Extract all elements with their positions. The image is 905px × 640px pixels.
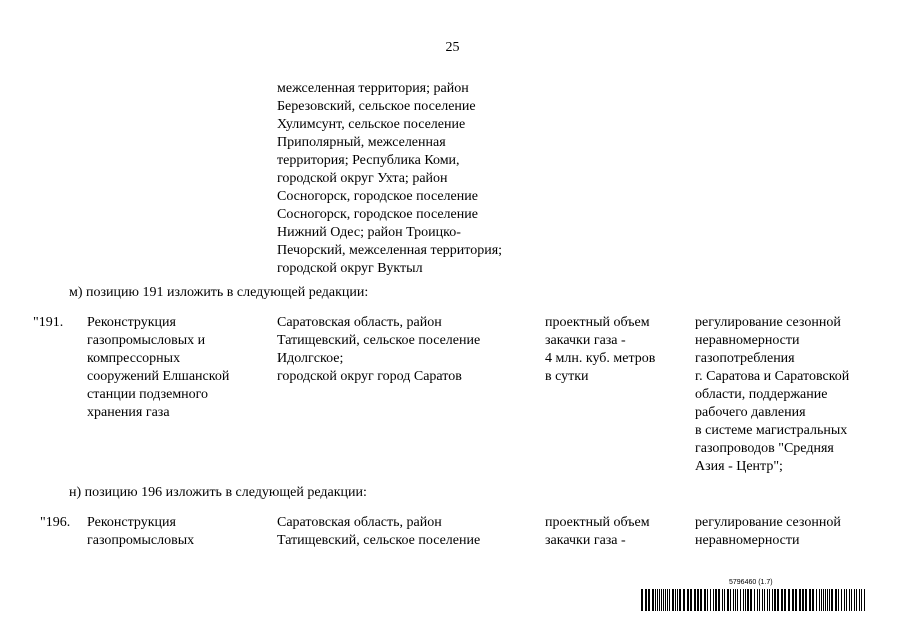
- text-line: компрессорных: [87, 351, 181, 366]
- text-line: закачки газа -: [545, 333, 626, 348]
- text-line: в системе магистральных: [695, 423, 848, 438]
- text-line: области, поддержание: [695, 387, 828, 402]
- text-line: Реконструкция: [87, 515, 176, 530]
- text-line: газопотребления: [695, 351, 795, 366]
- text-line: городской округ Ухта; район: [277, 171, 448, 186]
- text-line: газопромысловых и: [87, 333, 206, 348]
- barcode-image: [641, 589, 867, 611]
- text-line: межселенная территория; район: [277, 81, 469, 96]
- row-196-purpose: [695, 514, 841, 550]
- text-line: хранения газа: [87, 405, 170, 420]
- row-196-capacity: [545, 514, 650, 550]
- instruction-n: н) позицию 196 изложить в следующей редакции:: [69, 485, 367, 500]
- text-line: Саратовская область, район: [277, 515, 442, 530]
- text-line: 4 млн. куб. метров: [545, 351, 656, 366]
- row-191-location: [277, 314, 480, 386]
- text-line: станции подземного: [87, 387, 209, 402]
- text-line: проектный объем: [545, 315, 650, 330]
- text-line: неравномерности: [695, 533, 800, 548]
- row-191-number: "191.: [33, 315, 64, 330]
- text-line: регулирование сезонной: [695, 515, 841, 530]
- text-line: городской округ город Саратов: [277, 369, 462, 384]
- text-line: Печорский, межселенная территория;: [277, 243, 503, 258]
- text-line: Приполярный, межселенная: [277, 135, 446, 150]
- text-line: Сосногорск, городское поселение: [277, 207, 478, 222]
- text-line: неравномерности: [695, 333, 800, 348]
- text-line: Идолгское;: [277, 351, 344, 366]
- text-line: Хулимсунт, сельское поселение: [277, 117, 466, 132]
- instruction-m: м) позицию 191 изложить в следующей редакции:: [69, 285, 369, 300]
- text-line: Березовский, сельское поселение: [277, 99, 476, 114]
- text-line: территория; Республика Коми,: [277, 153, 460, 168]
- text-line: Сосногорск, городское поселение: [277, 189, 478, 204]
- text-line: проектный объем: [545, 515, 650, 530]
- text-line: городской округ Вуктыл: [277, 261, 423, 276]
- text-line: г. Саратова и Саратовской: [695, 369, 850, 384]
- text-line: рабочего давления: [695, 405, 806, 420]
- row-191-name: [87, 314, 229, 422]
- row-191-purpose: [695, 314, 849, 476]
- row-196-number: "196.: [40, 515, 71, 530]
- text-line: Татищевский, сельское поселение: [277, 533, 481, 548]
- text-line: Реконструкция: [87, 315, 176, 330]
- text-line: Саратовская область, район: [277, 315, 442, 330]
- page-number: 25: [445, 40, 460, 55]
- text-line: Нижний Одес; район Троицко-: [277, 225, 461, 240]
- row-196-location: [277, 514, 480, 550]
- text-line: газопроводов "Средняя: [695, 441, 834, 456]
- text-line: Азия - Центр";: [695, 459, 783, 474]
- text-line: регулирование сезонной: [695, 315, 841, 330]
- text-line: сооружений Елшанской: [87, 369, 230, 384]
- row-191-capacity: [545, 314, 655, 386]
- continuation-text: [277, 80, 537, 278]
- text-line: газопромысловых: [87, 533, 195, 548]
- text-line: Татищевский, сельское поселение: [277, 333, 481, 348]
- row-196-name: [87, 514, 194, 550]
- barcode-label: 5796460 (1.7): [729, 579, 773, 586]
- text-line: закачки газа -: [545, 533, 626, 548]
- text-line: в сутки: [545, 369, 589, 384]
